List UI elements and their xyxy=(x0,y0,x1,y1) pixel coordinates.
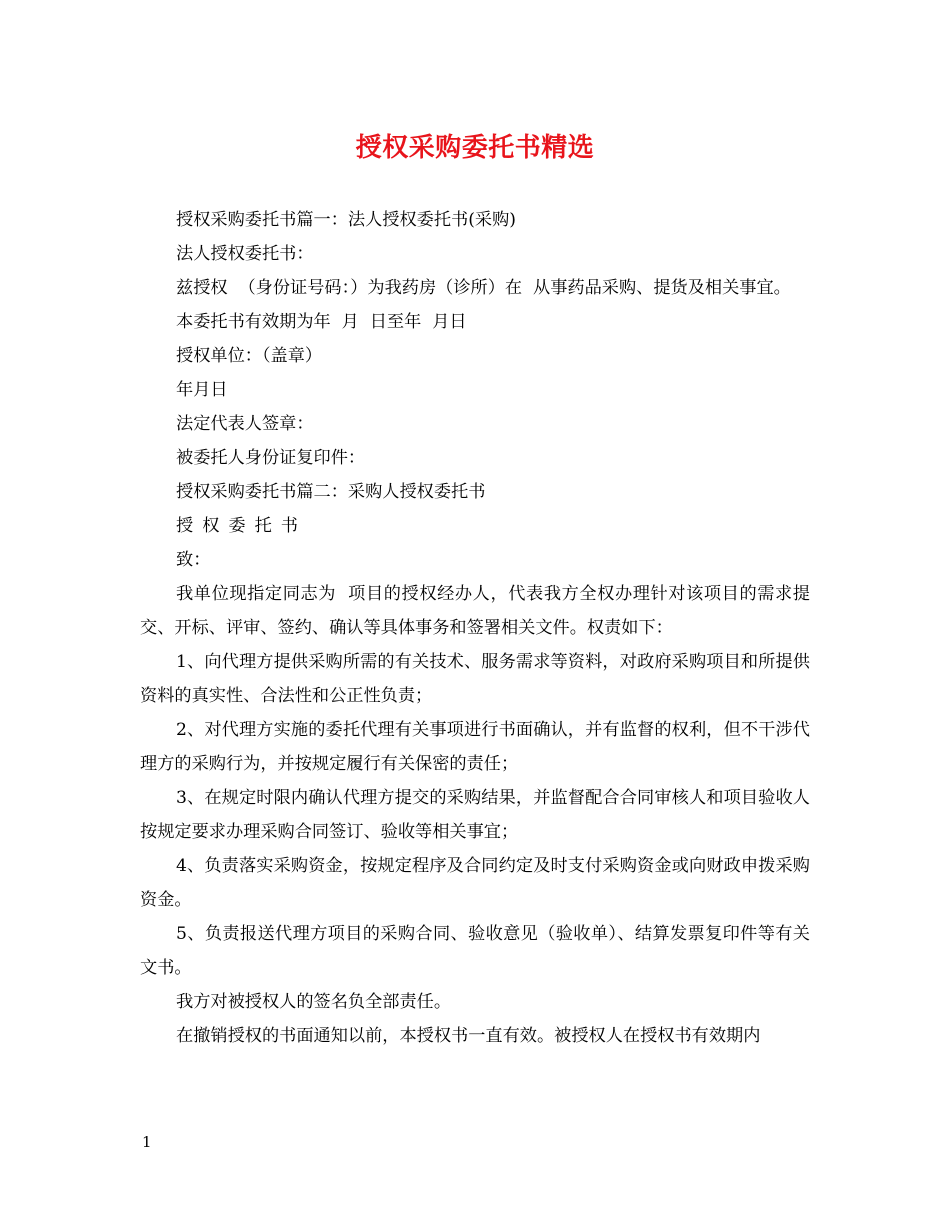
paragraph: 4、负责落实采购资金，按规定程序及合同约定及时支付采购资金或向财政申拨采购资金。 xyxy=(140,856,810,910)
paragraph: 授权采购委托书篇一：法人授权委托书(采购) xyxy=(176,210,516,230)
paragraph: 授权单位：（盖章） xyxy=(176,346,323,366)
document-body xyxy=(140,203,810,1053)
paragraph: 致： xyxy=(176,550,211,570)
paragraph: 3、在规定时限内确认代理方提交的采购结果，并监督配合合同审核人和项目验收人按规定要求办理采购合同签订、验收等相关事宜； xyxy=(140,788,810,842)
paragraph: 法定代表人签章： xyxy=(176,414,314,434)
paragraph: 法人授权委托书： xyxy=(176,244,314,264)
paragraph: 我单位现指定同志为 项目的授权经办人，代表我方全权办理针对该项目的需求提交、开标、评审、签约、确认等具体事务和签署相关文件。权责如下： xyxy=(140,584,810,638)
paragraph: 我方对被授权人的签名负全部责任。 xyxy=(176,992,452,1012)
paragraph: 授权采购委托书篇二：采购人授权委托书 xyxy=(176,482,486,502)
paragraph: 5、负责报送代理方项目的采购合同、验收意见（验收单）、结算发票复印件等有关文书。 xyxy=(140,924,810,978)
paragraph: 被委托人身份证复印件： xyxy=(176,448,366,468)
paragraph: 兹授权 （身份证号码：）为我药房（诊所）在 从事药品采购、提货及相关事宜。 xyxy=(176,278,791,298)
paragraph: 年月日 xyxy=(176,380,228,400)
paragraph: 1、向代理方提供采购所需的有关技术、服务需求等资料，对政府采购项目和所提供资料的真实性、合法性和公正性负责； xyxy=(140,652,810,706)
paragraph: 在撤销授权的书面通知以前，本授权书一直有效。被授权人在授权书有效期内 xyxy=(176,1026,761,1046)
page-number: 1 xyxy=(142,1133,152,1151)
paragraph: 本委托书有效期为年 月 日至年 月日 xyxy=(176,312,467,332)
paragraph: 2、对代理方实施的委托代理有关事项进行书面确认，并有监督的权利，但不干涉代理方的采购行为，并按规定履行有关保密的责任； xyxy=(140,720,810,774)
section-heading: 授权委托书 xyxy=(176,516,307,536)
document-title: 授权采购委托书精选 xyxy=(355,133,595,163)
